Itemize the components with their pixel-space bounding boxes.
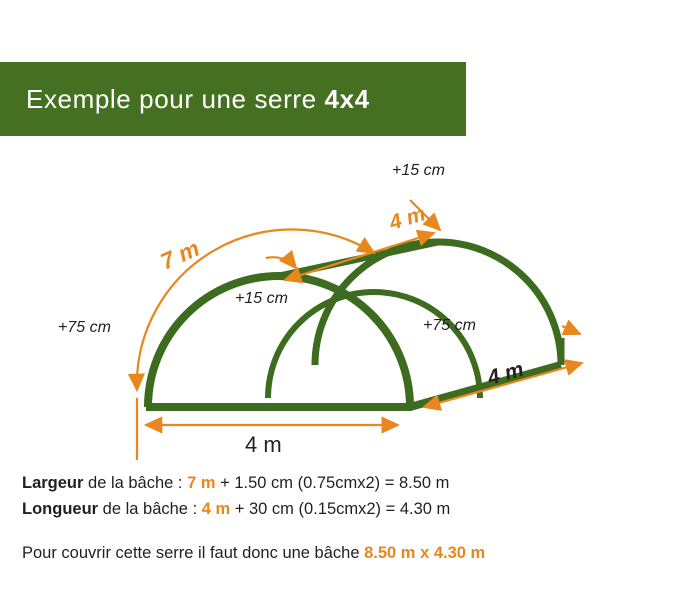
label-left-75cm: +75 cm: [58, 319, 111, 336]
greenhouse-diagram: [0, 140, 700, 460]
arrow-right-75cm: [562, 326, 580, 334]
caption-largeur-mid: de la bâche :: [83, 474, 188, 492]
caption-largeur-label: Largeur: [22, 474, 84, 492]
caption-longueur-mid: de la bâche :: [98, 500, 202, 518]
caption-summary-value: 8.50 m x 4.30 m: [364, 544, 486, 562]
caption-longueur-label: Longueur: [22, 500, 99, 518]
caption-largeur-value: 7 m: [187, 474, 216, 492]
title-banner: [0, 62, 466, 136]
arrow-inner-15cm: [266, 257, 296, 268]
label-width-7m: 7 m: [156, 234, 204, 275]
caption-largeur-rest: + 1.50 cm (0.75cmx2) = 8.50 m: [215, 474, 450, 492]
page-title: [0, 84, 370, 115]
caption-block: [0, 470, 700, 566]
caption-longueur-value: 4 m: [201, 500, 231, 518]
measurement-arrows: [137, 200, 582, 460]
label-inner-15cm: +15 cm: [235, 290, 288, 307]
page-title-prefix: Exemple pour une serre: [26, 83, 325, 114]
caption-largeur: [0, 470, 700, 496]
caption-longueur-rest: + 30 cm (0.15cmx2) = 4.30 m: [230, 500, 451, 518]
label-arc-4m: 4 m: [386, 202, 429, 235]
page-title-strong: 4x4: [324, 83, 370, 114]
label-right-75cm: +75 cm: [423, 317, 476, 334]
caption-longueur: [0, 496, 700, 522]
middle-arch: [268, 292, 480, 398]
label-depth-4m: 4 m: [485, 357, 527, 390]
caption-summary-prefix: Pour couvrir cette serre il faut donc une bâche: [22, 544, 365, 562]
label-base-4m: 4 m: [245, 432, 282, 457]
diagram-labels: [58, 162, 526, 457]
label-top-15cm: +15 cm: [392, 162, 445, 179]
caption-summary: [0, 540, 700, 566]
